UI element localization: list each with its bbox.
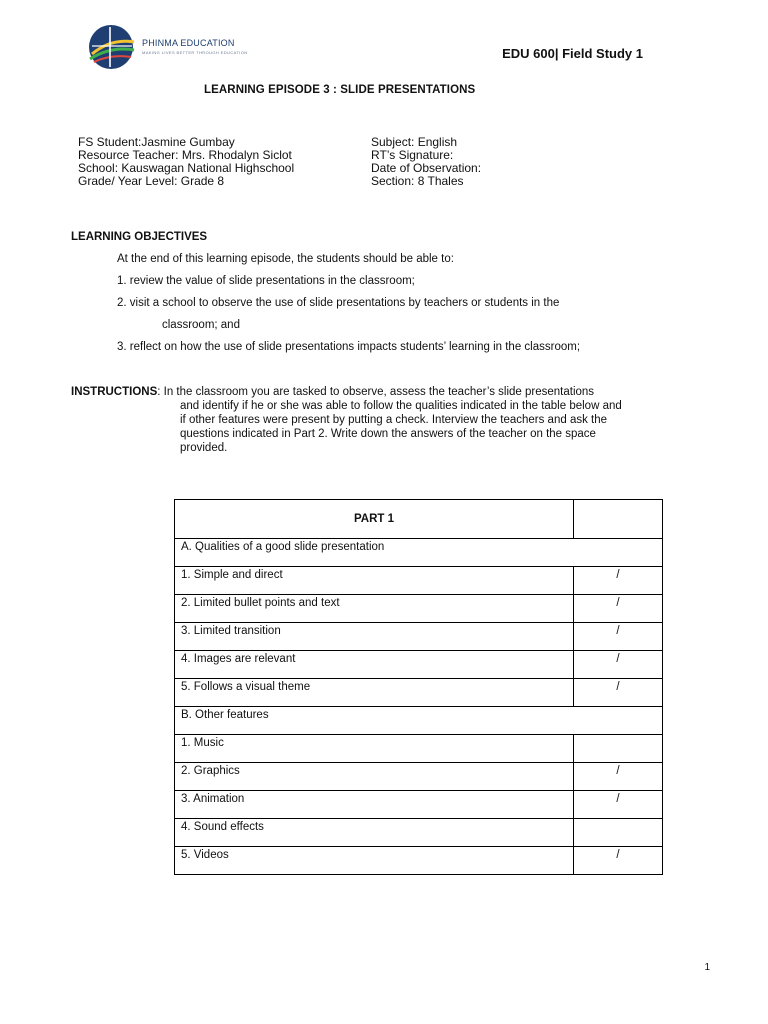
resource-teacher: Resource Teacher: Mrs. Rhodalyn Siclot <box>78 148 292 162</box>
info-left <box>78 136 294 188</box>
check-mark: / <box>574 623 663 651</box>
instructions-line-2: and identify if he or she was able to follow the qualities indicated in the table below and <box>180 400 622 412</box>
objective-3: 3. reflect on how the use of slide presentations impacts students’ learning in the classroom; <box>117 341 581 353</box>
row-label: 4. Sound effects <box>175 819 574 847</box>
part1-table <box>174 499 663 875</box>
objectives-heading: LEARNING OBJECTIVES <box>71 231 208 243</box>
instructions-line-1: : In the classroom you are tasked to observe, assess the teacher’s slide presentations <box>157 386 595 398</box>
instructions-first-line <box>71 385 594 399</box>
row-label: 2. Graphics <box>175 763 574 791</box>
page-number: 1 <box>704 962 710 973</box>
check-mark: / <box>574 763 663 791</box>
section-b-label: B. Other features <box>175 707 663 735</box>
objective-2: 2. visit a school to observe the use of slide presentations by teachers or students in the <box>117 297 560 309</box>
section: Section: 8 Thales <box>371 174 464 188</box>
row-label: 5. Follows a visual theme <box>175 679 574 707</box>
table-row <box>175 651 663 679</box>
school: School: Kauswagan National Highschool <box>78 161 295 175</box>
check-mark: / <box>574 567 663 595</box>
table-title: PART 1 <box>175 500 574 539</box>
date-of-observation: Date of Observation: <box>371 161 482 175</box>
course-title: EDU 600| Field Study 1 <box>502 46 643 61</box>
table-row <box>175 567 663 595</box>
check-mark: / <box>574 679 663 707</box>
instructions-line-3: if other features were present by putting a check. Interview the teachers and ask the <box>180 414 608 426</box>
grade-level: Grade/ Year Level: Grade 8 <box>78 174 225 188</box>
section-a-row <box>175 539 663 567</box>
row-label: 1. Simple and direct <box>175 567 574 595</box>
table-row <box>175 679 663 707</box>
section-a-label: A. Qualities of a good slide presentation <box>175 539 663 567</box>
check-mark: / <box>574 595 663 623</box>
logo-name: PHINMA EDUCATION <box>142 38 235 48</box>
check-mark <box>574 735 663 763</box>
table-row <box>175 791 663 819</box>
check-mark: / <box>574 791 663 819</box>
check-mark <box>574 819 663 847</box>
info-right <box>371 136 481 188</box>
check-mark: / <box>574 847 663 875</box>
table-row <box>175 623 663 651</box>
phinma-logo <box>84 24 248 70</box>
header-check-cell <box>574 500 663 539</box>
table-row <box>175 735 663 763</box>
subject: Subject: English <box>371 135 458 149</box>
section-b-row <box>175 707 663 735</box>
table-row <box>175 819 663 847</box>
row-label: 3. Limited transition <box>175 623 574 651</box>
row-label: 1. Music <box>175 735 574 763</box>
table-row <box>175 595 663 623</box>
phinma-emblem-icon <box>84 24 138 70</box>
table-header-row <box>175 500 663 539</box>
objective-2-cont: classroom; and <box>162 319 240 331</box>
objectives-intro: At the end of this learning episode, the students should be able to: <box>117 253 454 265</box>
logo-tagline: MAKING LIVES BETTER THROUGH EDUCATION <box>142 50 248 55</box>
table-row <box>175 763 663 791</box>
check-mark: / <box>574 651 663 679</box>
row-label: 5. Videos <box>175 847 574 875</box>
row-label: 4. Images are relevant <box>175 651 574 679</box>
instructions-label: INSTRUCTIONS <box>71 386 158 398</box>
rt-signature: RT’s Signature: <box>371 148 454 162</box>
episode-title: LEARNING EPISODE 3 : SLIDE PRESENTATIONS <box>204 84 476 96</box>
instructions-line-5: provided. <box>180 442 228 454</box>
row-label: 2. Limited bullet points and text <box>175 595 574 623</box>
instructions-line-4: questions indicated in Part 2. Write down the answers of the teacher on the space <box>180 428 596 440</box>
objective-1: 1. review the value of slide presentations in the classroom; <box>117 275 415 287</box>
fs-student: FS Student:Jasmine Gumbay <box>78 135 235 149</box>
table-row <box>175 847 663 875</box>
row-label: 3. Animation <box>175 791 574 819</box>
